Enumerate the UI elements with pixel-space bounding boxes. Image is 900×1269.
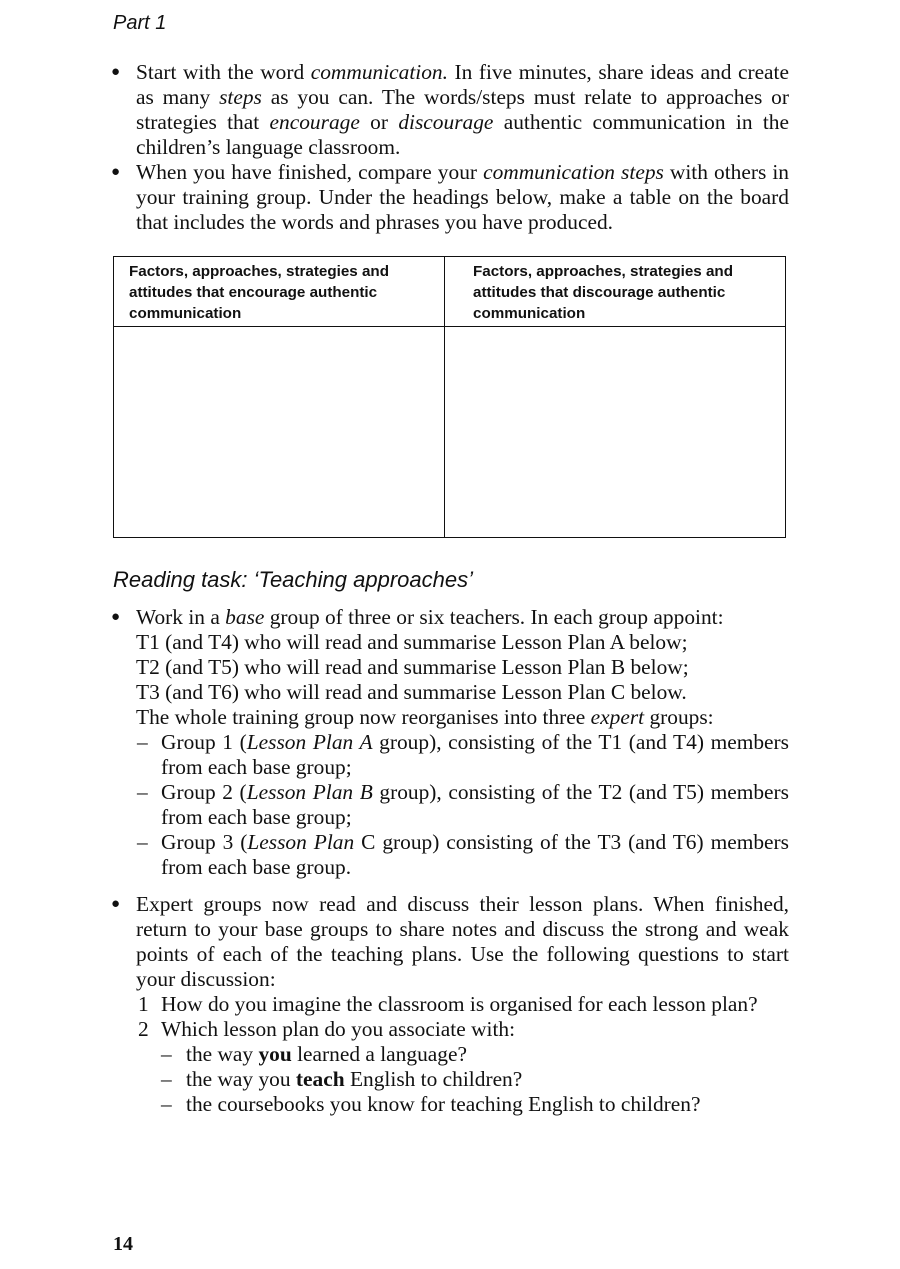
- question-item: [113, 992, 789, 1017]
- sub-question: [113, 1067, 789, 1092]
- group-item: [113, 780, 789, 830]
- text-run: Work in a: [136, 605, 226, 629]
- bullet-item: ● Expert groups now read and discuss their lesson plans. When finished, return to your base groups to share notes and discuss the strong and weak points of each of the teaching plans. Use the following questions to start your discussion:: [113, 892, 789, 992]
- text-run: English to children?: [344, 1067, 523, 1091]
- text-run: group) consisting of the T3 (and T6) members from each base group.: [161, 830, 789, 879]
- running-head: Part 1: [113, 12, 167, 34]
- communication-table: [113, 256, 786, 538]
- table-column-divider: [444, 257, 445, 537]
- italic-term: discourage: [398, 110, 494, 134]
- assignment-line: T3 (and T6) who will read and summarise Lesson Plan C below.: [136, 680, 687, 704]
- italic-term: encourage: [269, 110, 360, 134]
- assignment-line: T2 (and T5) who will read and summarise Lesson Plan B below;: [136, 655, 689, 679]
- bullet-item: [113, 605, 789, 730]
- question-number: 2: [138, 1017, 149, 1041]
- table-header-encourage: Factors, approaches, strategies and attitudes that encourage authentic communication: [129, 263, 389, 322]
- page-number: 14: [113, 1233, 133, 1255]
- table-cell-encourage: [114, 328, 443, 536]
- text-run: as you can. The words/steps must relate to approaches or strategies that: [136, 85, 789, 134]
- text-run: group), consisting of the T2 (and T5) members from each base group;: [161, 780, 789, 829]
- text-run: with others in your training group. Under the headings below, make a table on the board that includes the words and phrases you have produced.: [136, 160, 790, 234]
- italic-term: Lesson Plan: [247, 830, 355, 854]
- text-run: C: [354, 830, 376, 854]
- text-run: groups:: [644, 705, 714, 729]
- text-run: or: [359, 110, 399, 134]
- bold-term: you: [258, 1042, 292, 1066]
- italic-term: Lesson Plan B: [246, 780, 373, 804]
- bullet-item: [113, 60, 789, 160]
- italic-term: communication.: [310, 60, 448, 84]
- question-item: [113, 1017, 789, 1042]
- group-item: [113, 730, 789, 780]
- assignment-line: T1 (and T4) who will read and summarise Lesson Plan A below;: [136, 630, 688, 654]
- sub-question: [113, 1092, 789, 1117]
- table-cell-discourage: [446, 328, 784, 536]
- text-run: learned a language?: [291, 1042, 467, 1066]
- text-run: The whole training group now reorganises into three: [136, 705, 591, 729]
- text-run: In five minutes, share ideas and create as many: [136, 60, 789, 109]
- text-run: Group 3 (: [161, 830, 248, 854]
- text-run: the way you: [186, 1067, 296, 1091]
- text-run: group of three or six teachers. In each group appoint:: [264, 605, 724, 629]
- text-run: group), consisting of the T1 (and T4) members from each base group;: [161, 730, 789, 779]
- reading-task-bullet-2: [113, 892, 789, 1117]
- question-text: Which lesson plan do you associate with:: [161, 1017, 516, 1041]
- question-text: How do you imagine the classroom is organised for each lesson plan?: [161, 992, 758, 1016]
- section-heading: Reading task: ‘Teaching approaches’: [113, 567, 473, 592]
- text-run: Group 1 (: [161, 730, 247, 754]
- group-item: [113, 830, 789, 880]
- bullet-item: [113, 160, 789, 235]
- text-run: Group 2 (: [161, 780, 247, 804]
- text-run: When you have finished, compare your: [136, 160, 484, 184]
- table-header-divider: [114, 326, 785, 327]
- text-run: Start with the word: [136, 60, 311, 84]
- italic-term: base: [225, 605, 265, 629]
- sub-question: [113, 1042, 789, 1067]
- question-number: 1: [138, 992, 149, 1016]
- reading-task-bullet-1: [113, 605, 789, 880]
- italic-term: expert: [590, 705, 645, 729]
- italic-term: Lesson Plan A: [246, 730, 373, 754]
- intro-bullets: [113, 60, 789, 235]
- table-header-discourage: Factors, approaches, strategies and attitudes that discourage authentic communication: [473, 263, 733, 322]
- text-run: authentic communication in the children’s language classroom.: [136, 110, 789, 159]
- italic-term: steps: [219, 85, 262, 109]
- text-run: the way: [186, 1042, 259, 1066]
- text-run: the coursebooks you know for teaching English to children?: [186, 1092, 701, 1116]
- italic-term: communication steps: [483, 160, 664, 184]
- bold-term: teach: [295, 1067, 345, 1091]
